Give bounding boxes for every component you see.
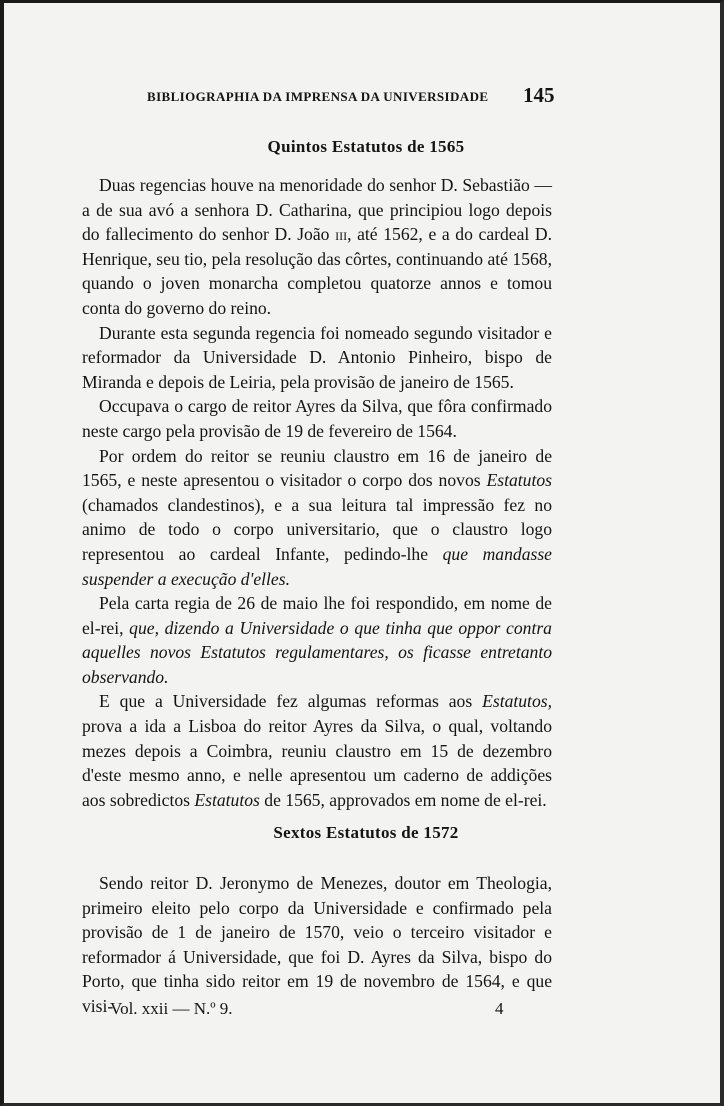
section1-body [82,173,552,812]
paragraph [82,591,552,689]
text-run: Durante esta segunda regencia foi nomeado segundo visitador e reformador da Universidade D. Antonio Pinheiro, bispo de Miranda e depois de Leiria, pela provisão de janeiro de 1565. [82,322,552,392]
text-run: Occupava o cargo de reitor Ayres da Silva, que fôra confirmado neste cargo pela provisão de 19 de fevereiro de 1564. [82,396,552,441]
paragraph [82,444,552,592]
paragraph [82,689,552,812]
smallcaps-text: iii [335,224,348,245]
paragraph [82,173,552,321]
text-run: Pela carta regia de 26 de maio lhe foi respondido, em nome de el-rei, [82,593,552,638]
paragraph [82,394,552,443]
italic-text: Estatutos [486,470,552,491]
section-title-sextos-estatutos: Sextos Estatutos de 1572 [273,823,459,842]
italic-text: que, dizendo a Universidade o que tinha que oppor contra aquelles novos Estatutos regulamentares, os ficasse entretanto observando. [82,617,552,687]
italic-text: que mandasse suspender a execução d'elles. [82,543,552,589]
page-number: 145 [523,83,555,107]
text-run: E que a Universidade fez algumas reformas aos [99,691,483,712]
italic-text: Estatutos, [482,691,552,712]
paragraph [82,871,552,1019]
section-title-quintos-estatutos: Quintos Estatutos de 1565 [267,137,465,156]
paragraph [82,321,552,395]
text-run: Duas regencias houve na menoridade do senhor D. Sebastião — a de sua avó a senhora D. Catharina, que principiou logo depois do fallecimento do senhor D. João [82,175,552,245]
text-run: de 1565, approvados em nome de el-rei. [259,789,547,810]
section2-body [82,871,552,1019]
text-run: Sendo reitor D. Jeronymo de Menezes, doutor em Theologia, primeiro eleito pelo corpo da Universidade e confirmado pela provisão de 1 de janeiro de 1570, veio o terceiro visitador e reformador á Universidade, que foi D. Ayres da Silva, bispo do Porto, que tinha sido reitor em 19 de novembro de 1564, e que visi- [82,873,552,1016]
footer-volume: Vol. xxii — N.º 9. [110,999,233,1018]
text-run: (chamados clandestinos), e a sua leitura tal impressão fez no animo de todo o corpo universitario, que o claustro logo representou ao cardeal Infante, pedindo-lhe [82,494,552,564]
text-run: , até 1562, e a do cardeal D. Henrique, seu tio, pela resolução das côrtes, continuando até 1568, quando o joven monarcha completou quatorze annos e tomou conta do governo do reino. [82,224,553,318]
running-title: BIBLIOGRAPHIA DA IMPRENSA DA UNIVERSIDADE [147,89,489,104]
text-run: Por ordem do reitor se reuniu claustro em 16 de janeiro de 1565, e neste apresentou o visitador o corpo dos novos [82,445,552,491]
italic-text: Estatutos [194,789,260,810]
footer-signature: 4 [495,999,504,1018]
text-run: prova a ida a Lisboa do reitor Ayres da Silva, o qual, voltando mezes depois a Coimbra, reuniu claustro em 15 de dezembro d'este mesmo anno, e nelle apresentou um caderno de addições aos sobredictos [82,716,552,810]
